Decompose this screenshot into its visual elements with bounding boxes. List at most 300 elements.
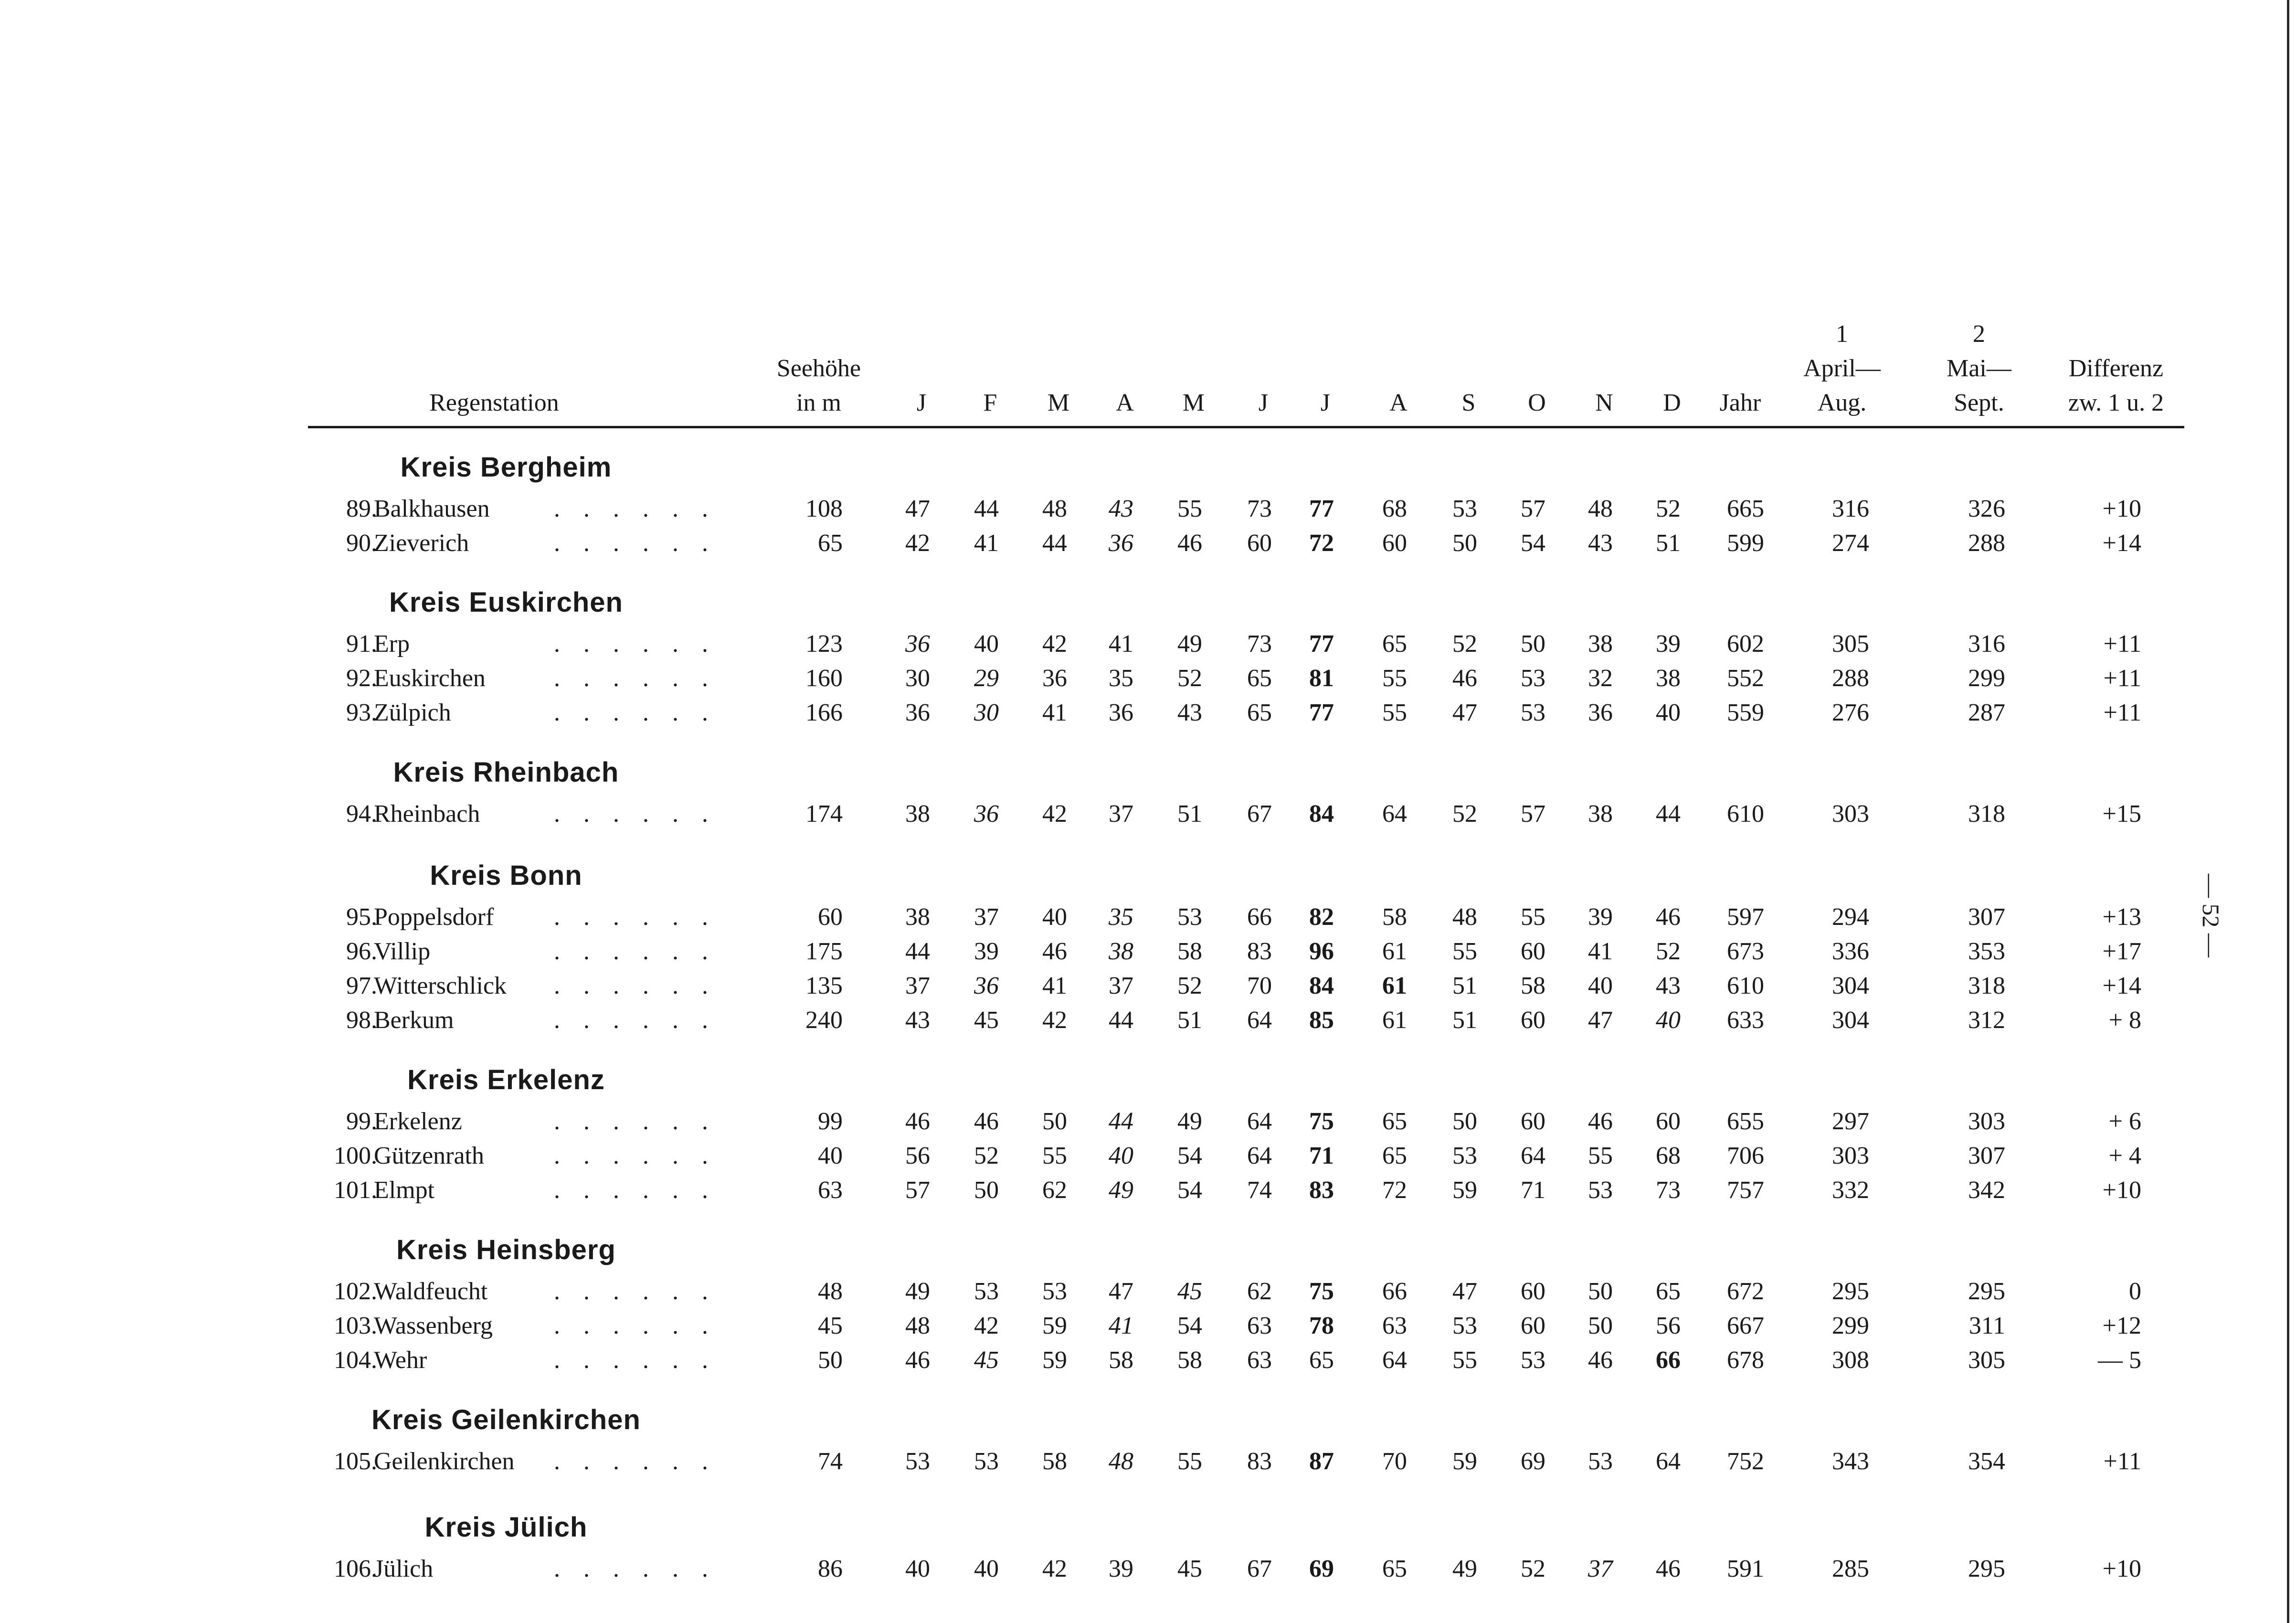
year-total: 757: [1727, 1177, 1764, 1204]
month-value: 45: [974, 1347, 999, 1374]
month-value: 67: [1247, 800, 1272, 827]
month-value: 46: [1656, 903, 1681, 931]
month-value: 40: [1588, 972, 1613, 999]
month-value: 46: [1042, 938, 1067, 965]
station-name: Elmpt: [374, 1177, 435, 1204]
station-number: 104.: [334, 1347, 377, 1374]
elevation-value: 123: [805, 630, 843, 658]
month-value: 65: [1382, 1108, 1407, 1135]
header-elevation: Seehöhe in m: [776, 355, 861, 416]
month-value: 73: [1247, 630, 1272, 658]
month-value: 60: [1656, 1108, 1681, 1135]
table-row: [0, 900, 2296, 934]
month-value: 40: [1656, 699, 1681, 726]
kreis-heading: Kreis Geilenkirchen: [371, 1404, 641, 1435]
leader-dots: . . . . . .: [554, 1448, 717, 1475]
month-value: 58: [1177, 938, 1202, 965]
april-aug-value: 305: [1832, 630, 1869, 658]
month-value: 35: [1109, 665, 1133, 692]
station-number: 92.: [346, 665, 377, 692]
month-value: 64: [1382, 800, 1407, 827]
station-name: Villip: [374, 938, 431, 965]
month-value: 40: [905, 1555, 930, 1582]
month-value: 53: [1588, 1448, 1613, 1475]
month-value: 48: [1452, 903, 1477, 931]
month-value: 41: [1588, 938, 1613, 965]
difference-value: 0: [2129, 1278, 2141, 1305]
month-value: 36: [1109, 530, 1133, 557]
month-value: 60: [1521, 1278, 1545, 1305]
difference-value: +15: [2102, 800, 2141, 827]
month-value: 44: [974, 495, 999, 522]
month-value: 42: [1042, 1555, 1067, 1582]
mai-sept-value: 303: [1968, 1108, 2005, 1135]
month-value: 41: [1109, 630, 1133, 658]
table-row: [0, 969, 2296, 1003]
month-value: 38: [1109, 938, 1133, 965]
month-value: 61: [1382, 1007, 1407, 1034]
april-aug-value: 288: [1832, 665, 1869, 692]
month-value: 50: [1521, 630, 1545, 658]
month-value: 49: [1109, 1177, 1133, 1204]
month-value: 65: [1309, 1347, 1334, 1374]
month-value: 47: [1452, 699, 1477, 726]
month-value: 61: [1382, 972, 1407, 999]
year-total: 599: [1727, 530, 1764, 557]
station-name: Zieverich: [374, 530, 469, 557]
header-month: J: [916, 389, 927, 416]
month-value: 43: [1656, 972, 1681, 999]
month-value: 81: [1309, 665, 1334, 692]
month-value: 68: [1382, 495, 1407, 522]
table-row: [0, 696, 2296, 730]
month-value: 84: [1309, 800, 1334, 827]
april-aug-value: 295: [1832, 1278, 1869, 1305]
mai-sept-value: 307: [1968, 1142, 2005, 1169]
month-value: 65: [1656, 1278, 1681, 1305]
elevation-value: 108: [805, 495, 843, 522]
month-value: 44: [1109, 1007, 1133, 1034]
month-value: 52: [1656, 495, 1681, 522]
month-value: 59: [1452, 1177, 1477, 1204]
table-row: [0, 1274, 2296, 1309]
station-name: Erp: [374, 630, 410, 658]
leader-dots: . . . . . .: [554, 1142, 717, 1169]
station-number: 90.: [346, 530, 377, 557]
difference-value: +14: [2102, 530, 2141, 557]
month-value: 43: [1109, 495, 1133, 522]
leader-dots: . . . . . .: [554, 1108, 717, 1135]
month-value: 73: [1247, 495, 1272, 522]
month-value: 57: [1521, 495, 1545, 522]
month-value: 37: [1109, 972, 1133, 999]
year-total: 559: [1727, 699, 1764, 726]
header-month: O: [1528, 389, 1546, 416]
month-value: 77: [1309, 630, 1334, 658]
difference-value: +12: [2102, 1312, 2141, 1339]
difference-value: + 4: [2108, 1142, 2141, 1169]
table-row: [0, 1003, 2296, 1038]
month-value: 41: [1042, 699, 1067, 726]
month-value: 39: [1109, 1555, 1133, 1582]
month-value: 55: [1177, 495, 1202, 522]
elevation-value: 48: [818, 1278, 843, 1305]
station-number: 101.: [334, 1177, 377, 1204]
month-value: 30: [974, 699, 999, 726]
month-value: 65: [1382, 1142, 1407, 1169]
month-value: 52: [1177, 665, 1202, 692]
month-value: 43: [1177, 699, 1202, 726]
station-name: Waldfeucht: [374, 1278, 488, 1305]
month-value: 42: [905, 530, 930, 557]
mai-sept-value: 288: [1968, 530, 2005, 557]
month-value: 38: [1588, 800, 1613, 827]
station-name: Poppelsdorf: [374, 903, 494, 931]
page-number: — 52 —: [2198, 874, 2224, 957]
month-value: 42: [974, 1312, 999, 1339]
difference-value: +14: [2102, 972, 2141, 999]
station-number: 94.: [346, 800, 377, 827]
elevation-value: 60: [818, 903, 843, 931]
month-value: 52: [1177, 972, 1202, 999]
month-value: 45: [974, 1007, 999, 1034]
month-value: 37: [1588, 1555, 1613, 1582]
elevation-value: 86: [818, 1555, 843, 1582]
month-value: 43: [1588, 530, 1613, 557]
month-value: 87: [1309, 1448, 1334, 1475]
month-value: 41: [1042, 972, 1067, 999]
leader-dots: . . . . . .: [554, 903, 717, 931]
month-value: 47: [1109, 1278, 1133, 1305]
month-value: 46: [1588, 1347, 1613, 1374]
month-value: 65: [1247, 665, 1272, 692]
station-name: Wassenberg: [374, 1312, 493, 1339]
difference-value: +10: [2102, 495, 2141, 522]
month-value: 52: [974, 1142, 999, 1169]
header-station: Regenstation: [429, 389, 559, 416]
month-value: 48: [1588, 495, 1613, 522]
month-value: 62: [1247, 1278, 1272, 1305]
month-value: 54: [1177, 1312, 1202, 1339]
month-value: 55: [1177, 1448, 1202, 1475]
month-value: 38: [1588, 630, 1613, 658]
month-value: 96: [1309, 938, 1334, 965]
month-value: 65: [1382, 630, 1407, 658]
april-aug-value: 304: [1832, 1007, 1869, 1034]
table-row: [0, 1444, 2296, 1479]
year-total: 678: [1727, 1347, 1764, 1374]
header-month: J: [1258, 389, 1269, 416]
header-month: S: [1461, 389, 1476, 416]
month-value: 47: [1452, 1278, 1477, 1305]
station-name: Zülpich: [374, 699, 451, 726]
station-number: 97.: [346, 972, 377, 999]
elevation-value: 135: [805, 972, 843, 999]
month-value: 68: [1656, 1142, 1681, 1169]
leader-dots: . . . . . .: [554, 699, 717, 726]
month-value: 60: [1382, 530, 1407, 557]
month-value: 64: [1656, 1448, 1681, 1475]
elevation-value: 160: [805, 665, 843, 692]
year-total: 706: [1727, 1142, 1764, 1169]
leader-dots: . . . . . .: [554, 938, 717, 965]
month-value: 59: [1042, 1347, 1067, 1374]
table-row: [0, 627, 2296, 661]
april-aug-value: 276: [1832, 699, 1869, 726]
month-value: 53: [974, 1448, 999, 1475]
year-total: 673: [1727, 938, 1764, 965]
month-value: 43: [905, 1007, 930, 1034]
month-value: 44: [1109, 1108, 1133, 1135]
header-month: F: [983, 389, 997, 416]
april-aug-value: 285: [1832, 1555, 1869, 1582]
month-value: 49: [1177, 1108, 1202, 1135]
month-value: 60: [1521, 1007, 1545, 1034]
month-value: 70: [1382, 1448, 1407, 1475]
month-value: 53: [905, 1448, 930, 1475]
leader-dots: . . . . . .: [554, 1555, 717, 1582]
table-row: [0, 661, 2296, 696]
mai-sept-value: 307: [1968, 903, 2005, 931]
month-value: 77: [1309, 699, 1334, 726]
month-value: 37: [974, 903, 999, 931]
month-value: 73: [1656, 1177, 1681, 1204]
month-value: 46: [1588, 1108, 1613, 1135]
year-total: 610: [1727, 972, 1764, 999]
month-value: 46: [1656, 1555, 1681, 1582]
month-value: 64: [1382, 1347, 1407, 1374]
month-value: 46: [905, 1347, 930, 1374]
month-value: 46: [905, 1108, 930, 1135]
month-value: 55: [1521, 903, 1545, 931]
month-value: 58: [1109, 1347, 1133, 1374]
header-month: J: [1320, 389, 1331, 416]
month-value: 54: [1177, 1142, 1202, 1169]
leader-dots: . . . . . .: [554, 1007, 717, 1034]
month-value: 42: [1042, 800, 1067, 827]
month-value: 40: [1042, 903, 1067, 931]
table-row: [0, 934, 2296, 969]
month-value: 74: [1247, 1177, 1272, 1204]
month-value: 48: [905, 1312, 930, 1339]
month-value: 53: [1177, 903, 1202, 931]
month-value: 64: [1521, 1142, 1545, 1169]
table-row: [0, 1552, 2296, 1586]
april-aug-value: 343: [1832, 1448, 1869, 1475]
header-month: M: [1047, 389, 1070, 416]
station-name: Witterschlick: [374, 972, 507, 999]
leader-dots: . . . . . .: [554, 630, 717, 658]
month-value: 39: [1656, 630, 1681, 658]
station-number: 98.: [346, 1007, 377, 1034]
month-value: 30: [905, 665, 930, 692]
header-month: M: [1182, 389, 1205, 416]
mai-sept-value: 299: [1968, 665, 2005, 692]
month-value: 49: [1177, 630, 1202, 658]
month-value: 75: [1309, 1278, 1334, 1305]
month-value: 52: [1521, 1555, 1545, 1582]
station-name: Rheinbach: [374, 800, 480, 827]
difference-value: + 8: [2108, 1007, 2141, 1034]
elevation-value: 40: [818, 1142, 843, 1169]
difference-value: +10: [2102, 1177, 2141, 1204]
page-edge-line: [2287, 0, 2289, 1623]
month-value: 32: [1588, 665, 1613, 692]
month-value: 49: [1452, 1555, 1477, 1582]
month-value: 46: [974, 1108, 999, 1135]
month-value: 41: [1109, 1312, 1133, 1339]
kreis-heading: Kreis Bergheim: [400, 452, 612, 483]
elevation-value: 240: [805, 1007, 843, 1034]
month-value: 50: [1452, 1108, 1477, 1135]
year-total: 610: [1727, 800, 1764, 827]
month-value: 46: [1177, 530, 1202, 557]
month-value: 54: [1177, 1177, 1202, 1204]
month-value: 38: [1656, 665, 1681, 692]
april-aug-value: 299: [1832, 1312, 1869, 1339]
year-total: 591: [1727, 1555, 1764, 1582]
month-value: 82: [1309, 903, 1334, 931]
table-row: [0, 1104, 2296, 1139]
header-month: A: [1389, 389, 1407, 416]
leader-dots: . . . . . .: [554, 1278, 717, 1305]
leader-dots: . . . . . .: [554, 1347, 717, 1374]
station-name: Wehr: [374, 1347, 427, 1374]
month-value: 53: [1452, 495, 1477, 522]
month-value: 36: [905, 699, 930, 726]
month-value: 51: [1177, 800, 1202, 827]
month-value: 64: [1247, 1108, 1272, 1135]
month-value: 57: [1521, 800, 1545, 827]
year-total: 655: [1727, 1108, 1764, 1135]
month-value: 58: [1042, 1448, 1067, 1475]
month-value: 72: [1382, 1177, 1407, 1204]
header-month: N: [1595, 389, 1613, 416]
mai-sept-value: 354: [1968, 1448, 2005, 1475]
month-value: 45: [1177, 1555, 1202, 1582]
month-value: 70: [1247, 972, 1272, 999]
month-value: 57: [905, 1177, 930, 1204]
station-number: 102.: [334, 1278, 377, 1305]
month-value: 36: [1588, 699, 1613, 726]
month-value: 47: [1588, 1007, 1613, 1034]
month-value: 56: [1656, 1312, 1681, 1339]
header-april-aug: 1 April— Aug.: [1803, 320, 1881, 416]
elevation-value: 74: [818, 1448, 843, 1475]
april-aug-value: 336: [1832, 938, 1869, 965]
kreis-heading: Kreis Heinsberg: [396, 1234, 616, 1265]
april-aug-value: 274: [1832, 530, 1869, 557]
station-name: Gützenrath: [374, 1142, 485, 1169]
april-aug-value: 294: [1832, 903, 1869, 931]
mai-sept-value: 318: [1968, 972, 2005, 999]
month-value: 58: [1521, 972, 1545, 999]
month-value: 50: [1042, 1108, 1067, 1135]
month-value: 46: [1452, 665, 1477, 692]
mai-sept-value: 353: [1968, 938, 2005, 965]
mai-sept-value: 316: [1968, 630, 2005, 658]
month-value: 66: [1247, 903, 1272, 931]
month-value: 50: [1588, 1312, 1613, 1339]
month-value: 72: [1309, 530, 1334, 557]
difference-value: +11: [2103, 630, 2141, 658]
mai-sept-value: 295: [1968, 1278, 2005, 1305]
year-total: 667: [1727, 1312, 1764, 1339]
station-number: 100.: [334, 1142, 377, 1169]
month-value: 75: [1309, 1108, 1334, 1135]
year-total: 552: [1727, 665, 1764, 692]
month-value: 29: [974, 665, 999, 692]
table-row: [0, 1309, 2296, 1343]
table-row: [0, 526, 2296, 561]
month-value: 65: [1382, 1555, 1407, 1582]
month-value: 66: [1382, 1278, 1407, 1305]
difference-value: +11: [2103, 699, 2141, 726]
month-value: 64: [1247, 1007, 1272, 1034]
month-value: 40: [974, 1555, 999, 1582]
month-value: 50: [1452, 530, 1477, 557]
month-value: 78: [1309, 1312, 1334, 1339]
month-value: 84: [1309, 972, 1334, 999]
station-name: Erkelenz: [374, 1108, 462, 1135]
month-value: 65: [1247, 699, 1272, 726]
month-value: 44: [1042, 530, 1067, 557]
april-aug-value: 304: [1832, 972, 1869, 999]
difference-value: — 5: [2098, 1347, 2141, 1374]
year-total: 602: [1727, 630, 1764, 658]
table-row: [0, 1173, 2296, 1208]
station-name: Geilenkirchen: [374, 1448, 515, 1475]
elevation-value: 99: [818, 1108, 843, 1135]
difference-value: +13: [2102, 903, 2141, 931]
month-value: 53: [1521, 699, 1545, 726]
month-value: 55: [1588, 1142, 1613, 1169]
month-value: 44: [1656, 800, 1681, 827]
month-value: 51: [1452, 972, 1477, 999]
month-value: 53: [974, 1278, 999, 1305]
month-value: 60: [1521, 1108, 1545, 1135]
leader-dots: . . . . . .: [554, 1177, 717, 1204]
month-value: 63: [1247, 1312, 1272, 1339]
april-aug-value: 303: [1832, 1142, 1869, 1169]
header-rule: [308, 426, 2184, 428]
year-total: 752: [1727, 1448, 1764, 1475]
month-value: 36: [974, 800, 999, 827]
month-value: 69: [1521, 1448, 1545, 1475]
month-value: 45: [1177, 1278, 1202, 1305]
month-value: 50: [974, 1177, 999, 1204]
month-value: 53: [1521, 665, 1545, 692]
month-value: 37: [905, 972, 930, 999]
month-value: 53: [1452, 1142, 1477, 1169]
month-value: 40: [974, 630, 999, 658]
table-row: [0, 1139, 2296, 1173]
mai-sept-value: 326: [1968, 495, 2005, 522]
station-number: 95.: [346, 903, 377, 931]
month-value: 83: [1247, 1448, 1272, 1475]
month-value: 39: [974, 938, 999, 965]
month-value: 58: [1177, 1347, 1202, 1374]
difference-value: +10: [2102, 1555, 2141, 1582]
header-month: A: [1116, 389, 1134, 416]
month-value: 63: [1247, 1347, 1272, 1374]
kreis-heading: Kreis Erkelenz: [407, 1064, 605, 1095]
table-row: [0, 492, 2296, 526]
month-value: 40: [1656, 1007, 1681, 1034]
mai-sept-value: 305: [1968, 1347, 2005, 1374]
april-aug-value: 308: [1832, 1347, 1869, 1374]
year-total: 597: [1727, 903, 1764, 931]
